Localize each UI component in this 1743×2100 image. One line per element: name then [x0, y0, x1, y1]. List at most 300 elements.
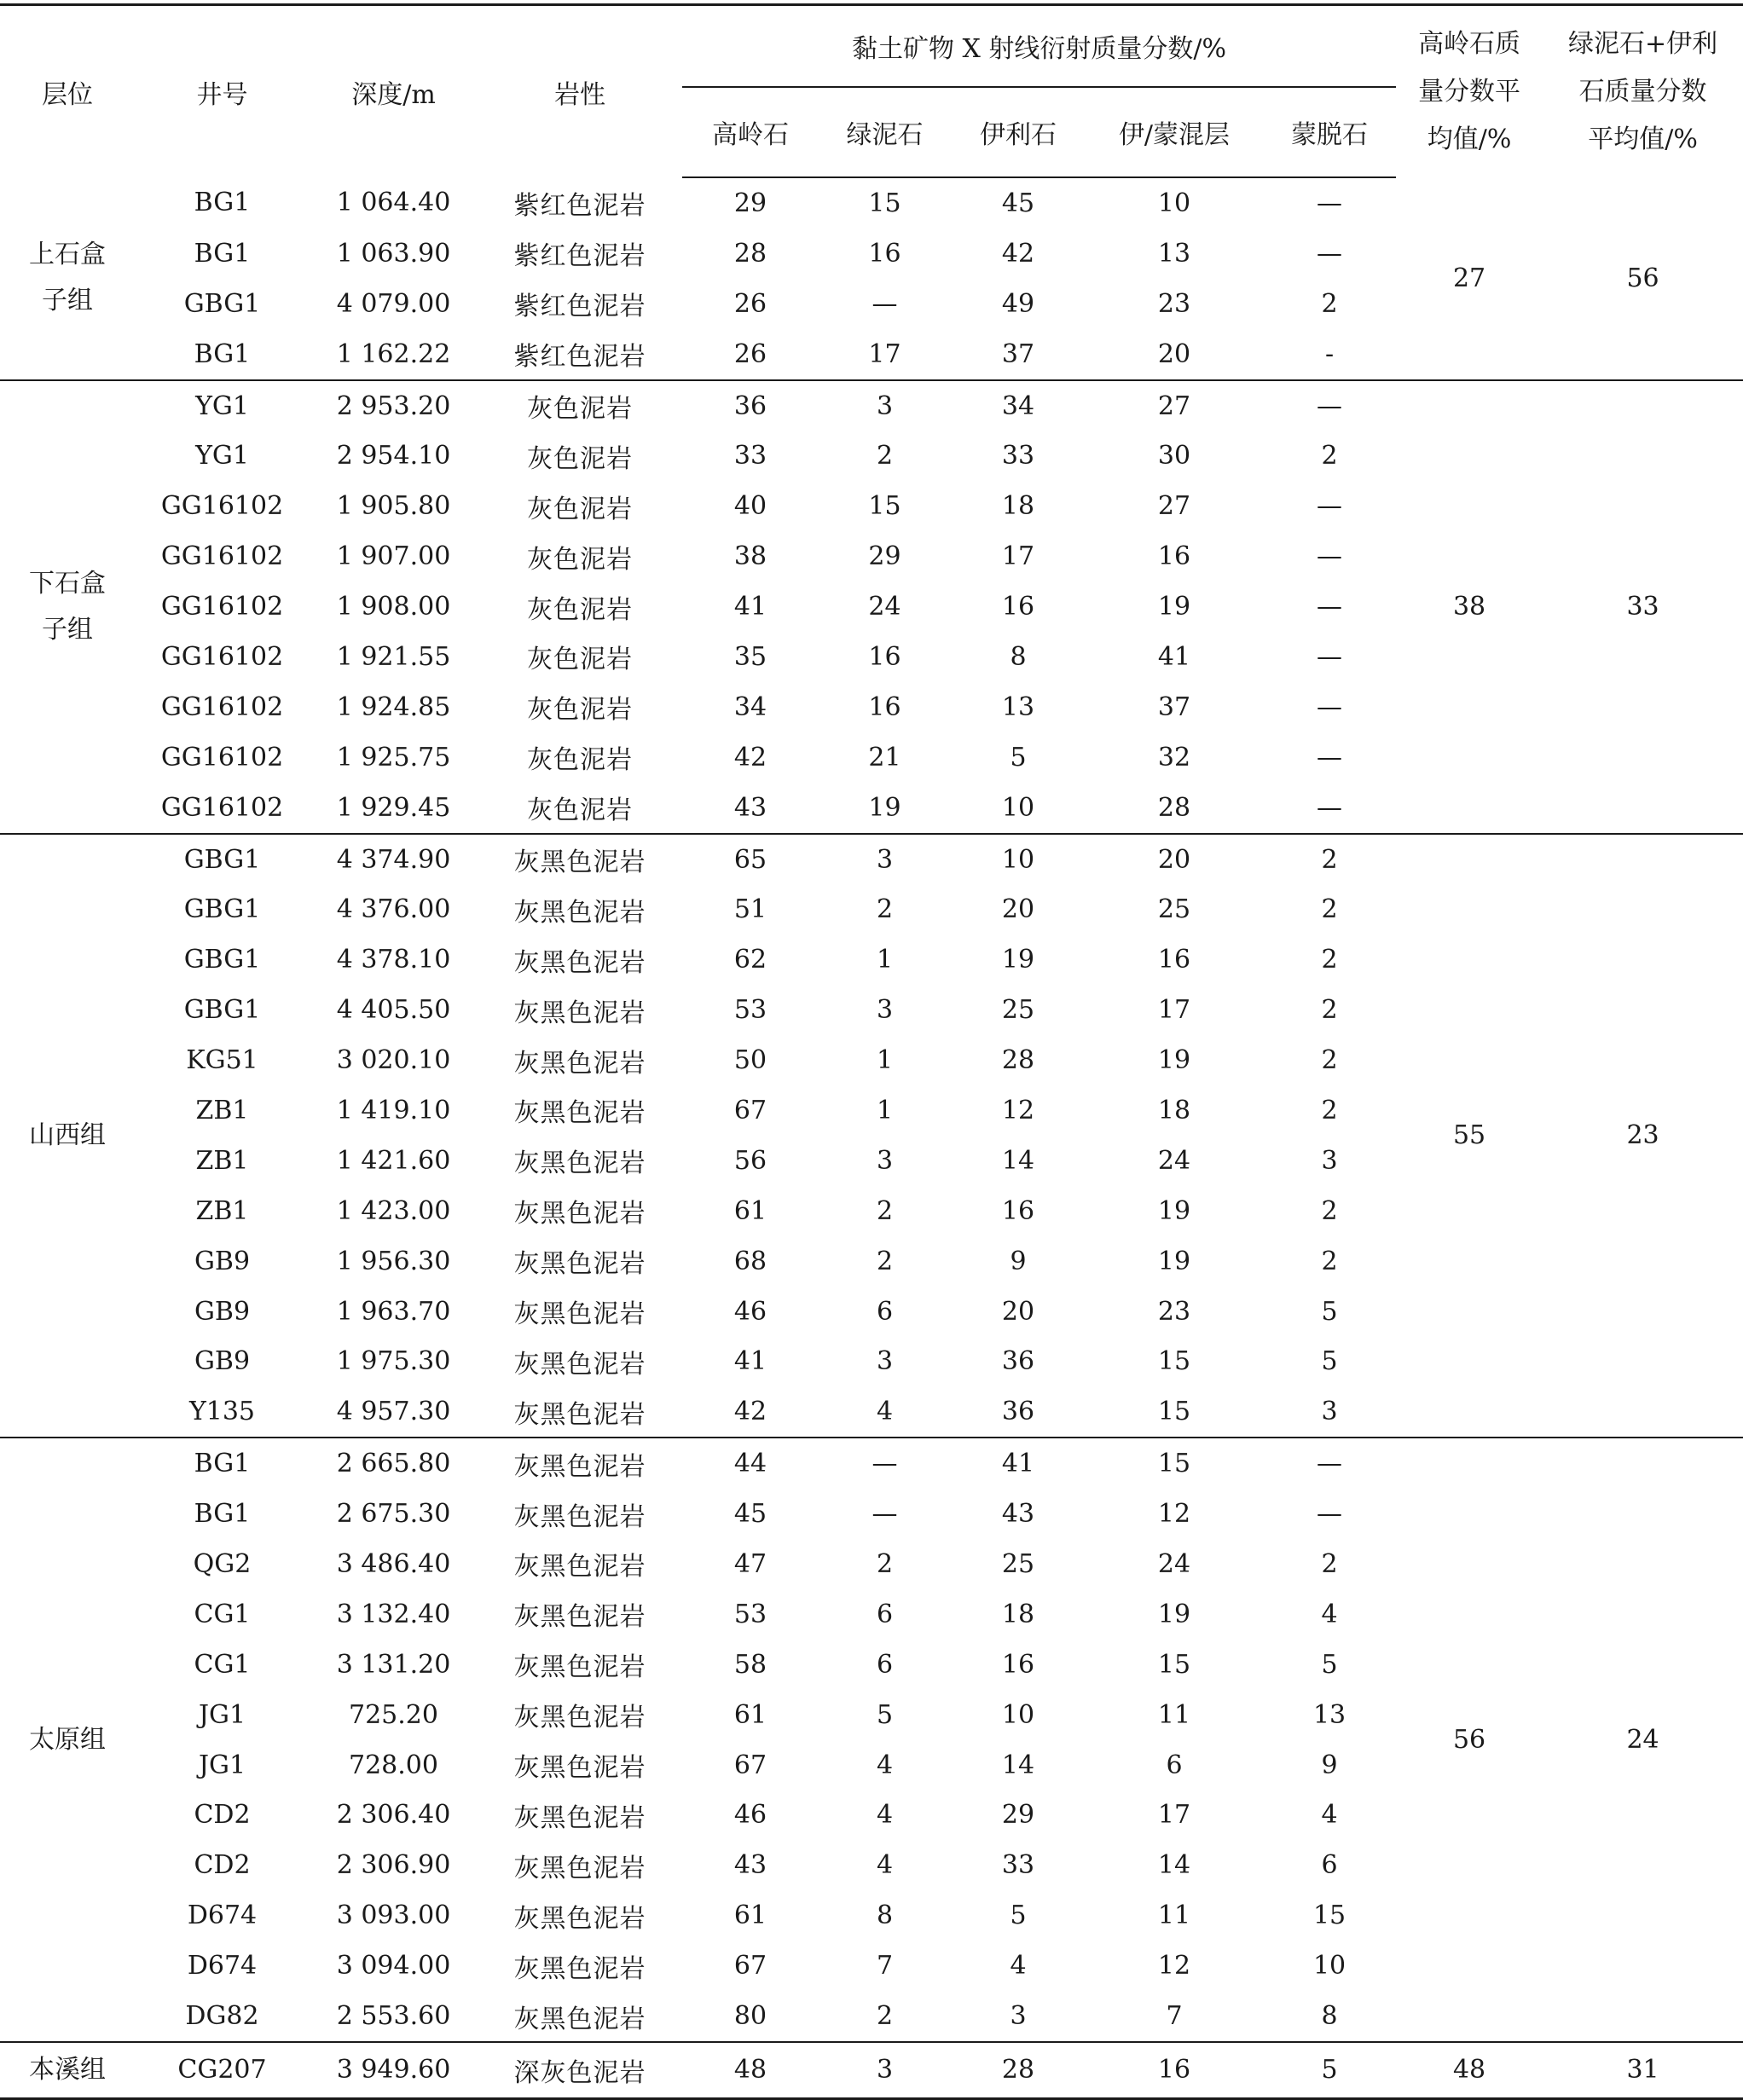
smectite-cell: 2 — [1321, 894, 1338, 925]
illite-cell: 33 — [1001, 1850, 1035, 1881]
well-cell: BG1 — [194, 238, 251, 269]
kaolinite-cell: 61 — [733, 1699, 767, 1730]
table-row — [0, 177, 1743, 229]
smectite-cell: 5 — [1321, 1346, 1338, 1377]
lithology-cell: 灰色泥岩 — [527, 494, 633, 524]
smectite-cell: 2 — [1321, 288, 1338, 319]
header-kaolinite-average — [1396, 5, 1543, 178]
kaolinite-cell: 56 — [733, 1145, 767, 1176]
lithology-cell: 灰黑色泥岩 — [513, 1199, 646, 1229]
table-header — [0, 5, 1743, 178]
layer-name-line-1: 下石盒 — [29, 568, 106, 599]
header-chlorite: 绿泥石 — [819, 87, 951, 177]
illite-cell: 4 — [1010, 1951, 1027, 1981]
kaolinite-cell: 58 — [733, 1649, 767, 1680]
illite-cell: 14 — [1001, 1750, 1035, 1780]
smectite-cell: — — [1317, 1499, 1343, 1530]
kaolinite-cell: 46 — [733, 1296, 767, 1327]
depth-cell: 1 975.30 — [336, 1346, 451, 1377]
chlorite-illite-average-cell: 23 — [1543, 834, 1743, 1438]
illite-cell: 19 — [1001, 945, 1035, 975]
illite-smectite-cell: 32 — [1157, 742, 1191, 772]
layer-cell — [0, 2042, 135, 2099]
depth-cell: 1 907.00 — [336, 541, 451, 572]
well-cell: JG1 — [198, 1750, 246, 1780]
lithology-cell: 灰黑色泥岩 — [513, 1552, 646, 1582]
kaolinite-cell: 42 — [733, 742, 767, 772]
illite-smectite-cell: 19 — [1157, 1045, 1191, 1076]
header-illite-smectite: 伊/蒙混层 — [1086, 87, 1263, 177]
illite-smectite-cell: 17 — [1157, 1800, 1191, 1831]
kaolinite-average-cell: 56 — [1396, 1438, 1543, 2042]
well-cell: GG16102 — [160, 792, 284, 823]
illite-smectite-cell: 10 — [1157, 188, 1191, 218]
table-row — [0, 2042, 1743, 2099]
depth-cell: 3 020.10 — [336, 1045, 451, 1076]
lithology-cell: 灰黑色泥岩 — [513, 947, 646, 978]
well-cell: QG2 — [193, 1548, 252, 1579]
illite-smectite-cell: 28 — [1157, 792, 1191, 823]
lithology-cell: 灰黑色泥岩 — [513, 1501, 646, 1532]
illite-smectite-cell: 11 — [1157, 1699, 1191, 1730]
chlorite-cell: 3 — [819, 380, 951, 431]
well-cell: D674 — [187, 1900, 258, 1931]
chlorite-cell: 2 — [876, 1195, 894, 1226]
chlorite-cell: 4 — [876, 1850, 894, 1881]
well-cell: CG1 — [194, 1599, 251, 1629]
kaolinite-cell: 45 — [733, 1499, 767, 1530]
lithology-cell: 紫红色泥岩 — [513, 190, 646, 221]
kaolinite-cell: 43 — [733, 1850, 767, 1881]
illite-smectite-cell: 12 — [1157, 1499, 1191, 1530]
smectite-cell: — — [1317, 641, 1343, 672]
kaolinite-cell: 40 — [733, 491, 767, 522]
illite-cell: 36 — [1001, 1397, 1035, 1427]
well-cell: DG82 — [185, 2001, 259, 2031]
chlorite-cell: 4 — [876, 1397, 894, 1427]
lithology-cell: 灰黑色泥岩 — [513, 1753, 646, 1784]
chlorite-cell: 16 — [868, 641, 901, 672]
depth-cell: 3 093.00 — [336, 1900, 451, 1931]
chlorite-cell: 17 — [868, 338, 901, 369]
lithology-cell: 灰黑色泥岩 — [513, 1399, 646, 1430]
lithology-cell: 灰黑色泥岩 — [513, 1148, 646, 1179]
smectite-cell: — — [1317, 691, 1343, 722]
smectite-cell: - — [1324, 338, 1335, 369]
illite-cell: 20 — [1001, 894, 1035, 925]
illite-cell: 36 — [1001, 1346, 1035, 1377]
depth-cell: 4 376.00 — [336, 894, 451, 925]
illite-cell: 25 — [1001, 1548, 1035, 1579]
smectite-cell: 2 — [1321, 1246, 1338, 1276]
well-cell: Y135 — [188, 1397, 256, 1427]
chlorite-cell: 6 — [876, 1599, 894, 1629]
illite-smectite-cell: 41 — [1157, 641, 1191, 672]
kaolinite-cell: 53 — [733, 1599, 767, 1629]
lithology-cell: 灰黑色泥岩 — [513, 1048, 646, 1079]
smectite-cell: 9 — [1321, 1750, 1338, 1780]
lithology-cell: 灰黑色泥岩 — [478, 1438, 682, 1489]
smectite-cell: — — [1263, 380, 1396, 431]
chlorite-cell: 24 — [868, 592, 901, 622]
kaolinite-cell: 36 — [682, 380, 819, 431]
kaolinite-cell: 46 — [733, 1800, 767, 1831]
smectite-cell: 2 — [1263, 834, 1396, 885]
smectite-cell: 5 — [1321, 1296, 1338, 1327]
kaolinite-cell: 48 — [682, 2042, 819, 2099]
lithology-cell: 灰黑色泥岩 — [513, 1602, 646, 1633]
header-illite: 伊利石 — [951, 87, 1086, 177]
smectite-cell: — — [1317, 238, 1343, 269]
depth-cell: 2 953.20 — [310, 380, 478, 431]
kaolinite-cell: 65 — [682, 834, 819, 885]
chlorite-cell: 8 — [876, 1900, 894, 1931]
lithology-cell: 灰色泥岩 — [527, 695, 633, 726]
chlorite-cell: 2 — [876, 441, 894, 471]
lithology-cell: 灰色泥岩 — [527, 544, 633, 575]
layer-cell — [0, 834, 135, 1438]
lithology-cell: 灰黑色泥岩 — [513, 1349, 646, 1380]
well-cell: GBG1 — [183, 945, 261, 975]
table-row — [0, 1438, 1743, 1489]
illite-smectite-cell: 12 — [1157, 1951, 1191, 1981]
chlorite-cell: — — [872, 288, 898, 319]
kaolinite-average-cell: 38 — [1396, 380, 1543, 834]
depth-cell: 1 423.00 — [336, 1195, 451, 1226]
chlorite-cell: 4 — [876, 1800, 894, 1831]
header-kaolinite-average-line-2: 量分数平 — [1418, 76, 1521, 107]
depth-cell: 1 421.60 — [336, 1145, 451, 1176]
well-cell: GG16102 — [160, 592, 284, 622]
depth-cell: 728.00 — [349, 1750, 438, 1780]
lithology-cell: 灰黑色泥岩 — [513, 1903, 646, 1934]
well-cell: ZB1 — [195, 1195, 249, 1226]
depth-cell: 1 063.90 — [336, 238, 451, 269]
illite-cell: 9 — [1010, 1246, 1027, 1276]
illite-smectite-cell: 25 — [1157, 894, 1191, 925]
chlorite-cell: 2 — [876, 2001, 894, 2031]
chlorite-illite-average-cell: 24 — [1543, 1438, 1743, 2042]
chlorite-cell: 7 — [876, 1951, 894, 1981]
well-cell: GG16102 — [160, 742, 284, 772]
well-cell: CD2 — [194, 1800, 251, 1831]
smectite-cell: 4 — [1321, 1599, 1338, 1629]
layer-group — [0, 2042, 1743, 2099]
illite-cell: 45 — [1001, 188, 1035, 218]
depth-cell: 2 553.60 — [336, 2001, 451, 2031]
depth-cell: 4 957.30 — [336, 1397, 451, 1427]
illite-smectite-cell: 7 — [1166, 2001, 1183, 2031]
chlorite-cell: — — [819, 1438, 951, 1489]
lithology-cell: 紫红色泥岩 — [513, 292, 646, 322]
smectite-cell: — — [1317, 188, 1343, 218]
chlorite-cell: 21 — [868, 742, 901, 772]
header-lithology: 岩性 — [554, 79, 605, 110]
depth-cell: 1 963.70 — [336, 1296, 451, 1327]
well-cell: GBG1 — [183, 288, 261, 319]
depth-cell: 725.20 — [349, 1699, 438, 1730]
depth-cell: 1 419.10 — [336, 1095, 451, 1125]
well-cell: GG16102 — [160, 541, 284, 572]
lithology-cell: 灰色泥岩 — [527, 594, 633, 625]
illite-smectite-cell: 20 — [1086, 834, 1263, 885]
well-cell: ZB1 — [195, 1145, 249, 1176]
illite-smectite-cell: 37 — [1157, 691, 1191, 722]
depth-cell: 1 956.30 — [336, 1246, 451, 1276]
illite-smectite-cell: 15 — [1157, 1649, 1191, 1680]
smectite-cell: 2 — [1321, 945, 1338, 975]
layer-name-line-2: 子组 — [42, 614, 93, 645]
kaolinite-cell: 41 — [733, 592, 767, 622]
header-chlorite-illite-average-line-1: 绿泥石+伊利 — [1567, 28, 1718, 59]
lithology-cell: 灰黑色泥岩 — [513, 1098, 646, 1129]
depth-cell: 3 094.00 — [336, 1951, 451, 1981]
illite-cell: 37 — [1001, 338, 1035, 369]
lithology-cell: 灰黑色泥岩 — [513, 1652, 646, 1683]
illite-cell: 3 — [1010, 2001, 1027, 2031]
layer-name-line-2: 子组 — [42, 286, 93, 316]
illite-cell: 28 — [951, 2042, 1086, 2099]
well-cell: GBG1 — [183, 995, 261, 1026]
lithology-cell: 灰黑色泥岩 — [513, 897, 646, 928]
smectite-cell: 3 — [1321, 1397, 1338, 1427]
lithology-cell: 灰色泥岩 — [527, 745, 633, 776]
chlorite-cell: 16 — [868, 238, 901, 269]
kaolinite-cell: 41 — [733, 1346, 767, 1377]
illite-cell: 17 — [1001, 541, 1035, 572]
illite-cell: 25 — [1001, 995, 1035, 1026]
smectite-cell: 2 — [1321, 995, 1338, 1026]
depth-cell: 2 306.90 — [336, 1850, 451, 1881]
chlorite-illite-average-cell: 33 — [1543, 380, 1743, 834]
layer-group — [0, 380, 1743, 834]
kaolinite-cell: 38 — [733, 541, 767, 572]
kaolinite-cell: 80 — [733, 2001, 767, 2031]
illite-smectite-cell: 20 — [1157, 338, 1191, 369]
kaolinite-cell: 43 — [733, 792, 767, 823]
header-kaolinite-average-line-1: 高岭石质 — [1418, 28, 1521, 59]
illite-smectite-cell: 13 — [1157, 238, 1191, 269]
header-well: 井号 — [196, 79, 248, 110]
well-cell: CG207 — [135, 2042, 310, 2099]
lithology-cell: 灰色泥岩 — [527, 795, 633, 826]
well-cell: KG51 — [186, 1045, 258, 1076]
chlorite-cell: 2 — [876, 1246, 894, 1276]
kaolinite-cell: 51 — [733, 894, 767, 925]
well-cell: YG1 — [195, 441, 249, 471]
kaolinite-cell: 61 — [733, 1900, 767, 1931]
smectite-cell: — — [1317, 491, 1343, 522]
header-chlorite-illite-average-line-3: 平均值/% — [1588, 124, 1698, 154]
well-cell: BG1 — [194, 1499, 251, 1530]
depth-cell: 1 908.00 — [336, 592, 451, 622]
illite-cell: 33 — [1001, 441, 1035, 471]
lithology-cell: 灰黑色泥岩 — [478, 834, 682, 885]
chlorite-cell: 3 — [819, 2042, 951, 2099]
illite-smectite-cell: 14 — [1157, 1850, 1191, 1881]
kaolinite-cell: 33 — [733, 441, 767, 471]
depth-cell: 3 949.60 — [310, 2042, 478, 2099]
smectite-cell: 15 — [1312, 1900, 1346, 1931]
lithology-cell: 灰色泥岩 — [478, 380, 682, 431]
kaolinite-cell: 50 — [733, 1045, 767, 1076]
smectite-cell: — — [1263, 1438, 1396, 1489]
layer-cell — [0, 1438, 135, 2042]
illite-smectite-cell: 17 — [1157, 995, 1191, 1026]
kaolinite-cell: 34 — [733, 691, 767, 722]
layer-name-line-1: 本溪组 — [29, 2054, 106, 2085]
header-chlorite-illite-average — [1543, 5, 1743, 178]
smectite-cell: 5 — [1263, 2042, 1396, 2099]
well-cell: GBG1 — [135, 834, 310, 885]
illite-cell: 12 — [1001, 1095, 1035, 1125]
depth-cell: 4 079.00 — [336, 288, 451, 319]
chlorite-illite-average-cell: 56 — [1626, 263, 1659, 293]
illite-smectite-cell: 19 — [1157, 1599, 1191, 1629]
illite-smectite-cell: 30 — [1157, 441, 1191, 471]
illite-smectite-cell: 16 — [1157, 541, 1191, 572]
smectite-cell: — — [1317, 592, 1343, 622]
kaolinite-cell: 47 — [733, 1548, 767, 1579]
illite-smectite-cell: 6 — [1166, 1750, 1183, 1780]
smectite-cell: 2 — [1321, 1095, 1338, 1125]
kaolinite-cell: 53 — [733, 995, 767, 1026]
kaolinite-cell: 29 — [733, 188, 767, 218]
illite-smectite-cell: 23 — [1157, 1296, 1191, 1327]
well-cell: GB9 — [194, 1296, 251, 1327]
illite-cell: 41 — [951, 1438, 1086, 1489]
header-layer: 层位 — [42, 79, 93, 110]
illite-cell: 29 — [1001, 1800, 1035, 1831]
depth-cell: 1 905.80 — [336, 491, 451, 522]
well-cell: D674 — [187, 1951, 258, 1981]
illite-cell: 5 — [1010, 1900, 1027, 1931]
smectite-cell: 10 — [1312, 1951, 1346, 1981]
illite-smectite-cell: 19 — [1157, 1246, 1191, 1276]
table-row — [0, 380, 1743, 431]
kaolinite-cell: 67 — [733, 1095, 767, 1125]
chlorite-cell: 15 — [868, 188, 901, 218]
smectite-cell: 2 — [1321, 1548, 1338, 1579]
header-kaolinite-average-line-3: 均值/% — [1427, 124, 1512, 154]
illite-smectite-cell: 15 — [1157, 1397, 1191, 1427]
chlorite-cell: 6 — [876, 1649, 894, 1680]
depth-cell: 3 486.40 — [336, 1548, 451, 1579]
depth-cell: 1 064.40 — [336, 188, 451, 218]
smectite-cell: 2 — [1321, 1045, 1338, 1076]
illite-smectite-cell: 15 — [1157, 1346, 1191, 1377]
lithology-cell: 灰色泥岩 — [527, 443, 633, 474]
illite-cell: 10 — [951, 834, 1086, 885]
lithology-cell: 灰黑色泥岩 — [513, 2004, 646, 2034]
clay-mineral-table — [0, 3, 1743, 2100]
chlorite-cell: 5 — [876, 1699, 894, 1730]
illite-cell: 43 — [1001, 1499, 1035, 1530]
chlorite-illite-average-cell: 31 — [1543, 2042, 1743, 2099]
illite-cell: 10 — [1001, 1699, 1035, 1730]
well-cell: BG1 — [135, 1438, 310, 1489]
lithology-cell: 紫红色泥岩 — [513, 241, 646, 272]
kaolinite-average-cell: 55 — [1396, 834, 1543, 1438]
chlorite-cell: 6 — [876, 1296, 894, 1327]
kaolinite-cell: 28 — [733, 238, 767, 269]
chlorite-cell: 3 — [819, 834, 951, 885]
illite-cell: 49 — [1001, 288, 1035, 319]
lithology-cell: 紫红色泥岩 — [513, 342, 646, 373]
chlorite-cell: — — [872, 1499, 898, 1530]
smectite-cell: — — [1317, 742, 1343, 772]
kaolinite-cell: 62 — [733, 945, 767, 975]
depth-cell: 3 131.20 — [336, 1649, 451, 1680]
header-depth: 深度/m — [351, 79, 436, 110]
layer-cell — [0, 380, 135, 834]
illite-smectite-cell: 23 — [1157, 288, 1191, 319]
illite-cell: 28 — [1001, 1045, 1035, 1076]
chlorite-cell: 2 — [876, 894, 894, 925]
smectite-cell: 13 — [1312, 1699, 1346, 1730]
depth-cell: 2 675.30 — [336, 1499, 451, 1530]
kaolinite-cell: 35 — [733, 641, 767, 672]
header-chlorite-illite-average-line-2: 石质量分数 — [1578, 76, 1707, 107]
well-cell: GB9 — [194, 1246, 251, 1276]
illite-smectite-cell: 16 — [1086, 2042, 1263, 2099]
lithology-cell: 灰黑色泥岩 — [513, 1953, 646, 1984]
lithology-cell: 灰黑色泥岩 — [513, 1249, 646, 1280]
illite-cell: 8 — [1010, 641, 1027, 672]
illite-cell: 20 — [1001, 1296, 1035, 1327]
smectite-cell: 5 — [1321, 1649, 1338, 1680]
lithology-cell: 灰黑色泥岩 — [513, 1802, 646, 1833]
well-cell: GG16102 — [160, 491, 284, 522]
lithology-cell: 深灰色泥岩 — [478, 2042, 682, 2099]
illite-smectite-cell: 24 — [1157, 1548, 1191, 1579]
layer-group — [0, 834, 1743, 1438]
well-cell: CD2 — [194, 1850, 251, 1881]
kaolinite-cell: 68 — [733, 1246, 767, 1276]
smectite-cell: 3 — [1321, 1145, 1338, 1176]
well-cell: BG1 — [194, 338, 251, 369]
well-cell: YG1 — [135, 380, 310, 431]
chlorite-cell: 16 — [868, 691, 901, 722]
depth-cell: 1 162.22 — [336, 338, 451, 369]
smectite-cell: 8 — [1321, 2001, 1338, 2031]
layer-group — [0, 177, 1743, 380]
header-kaolinite: 高岭石 — [682, 87, 819, 177]
kaolinite-cell: 67 — [733, 1951, 767, 1981]
chlorite-cell: 3 — [876, 1145, 894, 1176]
depth-cell: 1 924.85 — [336, 691, 451, 722]
chlorite-cell: 3 — [876, 1346, 894, 1377]
illite-smectite-cell: 11 — [1157, 1900, 1191, 1931]
layer-name-line-1: 上石盒 — [29, 240, 106, 270]
kaolinite-cell: 44 — [682, 1438, 819, 1489]
lithology-cell: 灰黑色泥岩 — [513, 1853, 646, 1883]
illite-smectite-cell: 16 — [1157, 945, 1191, 975]
layer-name-line-1: 太原组 — [29, 1724, 106, 1755]
illite-cell: 18 — [1001, 491, 1035, 522]
chlorite-cell: 4 — [876, 1750, 894, 1780]
lithology-cell: 灰黑色泥岩 — [513, 998, 646, 1028]
layer-cell — [0, 177, 135, 380]
layer-name-line-1: 山西组 — [29, 1119, 106, 1150]
smectite-cell: — — [1317, 541, 1343, 572]
header-clay-group: 黏土矿物 X 射线衍射质量分数/% — [682, 5, 1396, 88]
well-cell: CG1 — [194, 1649, 251, 1680]
lithology-cell: 灰色泥岩 — [527, 645, 633, 675]
well-cell: GG16102 — [160, 691, 284, 722]
kaolinite-cell: 67 — [733, 1750, 767, 1780]
well-cell: GG16102 — [160, 641, 284, 672]
